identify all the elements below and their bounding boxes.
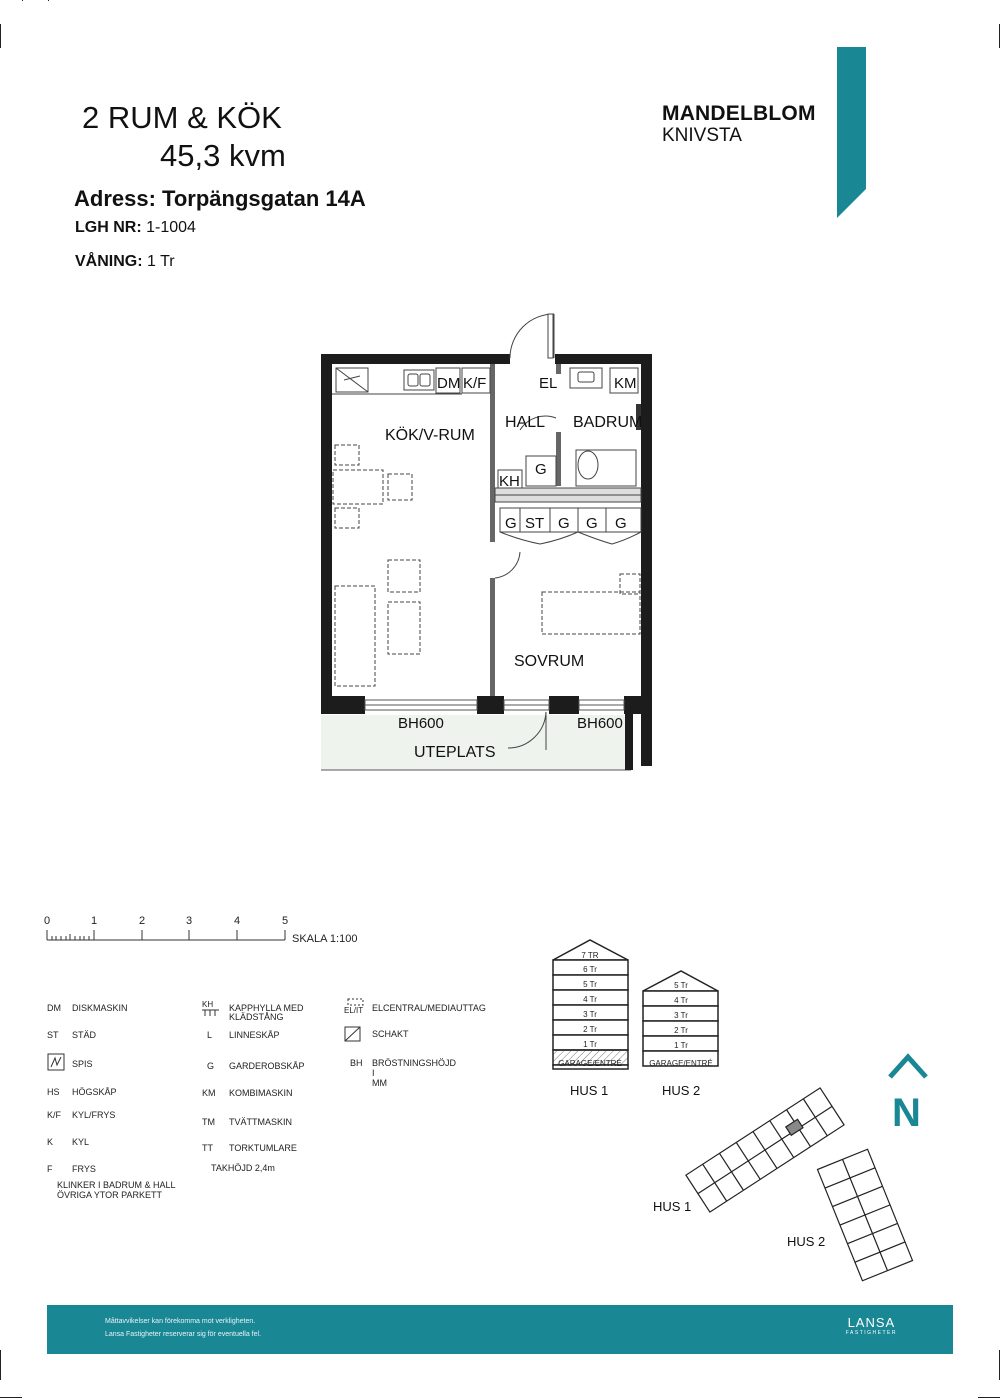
legend-code: KM [202,1088,216,1098]
logo-subtext: FASTIGHETER [845,1330,897,1336]
legend-code: K [47,1137,54,1147]
electrical-panel-icon [347,998,365,1006]
floor-plan [315,305,660,780]
kh-label: KH [499,473,520,490]
scale-bar [40,910,380,946]
hus1-floor: 4 Tr [583,995,597,1004]
hus1-floor: 7 TR [581,951,599,960]
scale-label: SKALA 1:100 [292,933,358,945]
hus2-elevation-label: HUS 2 [662,1083,701,1098]
legend-text: KLÄDSTÅNG [229,1012,284,1022]
scale-tick: 1 [91,915,98,927]
address: Adress: Torpängsgatan 14A [74,186,366,211]
logo-text: LANSA [847,1315,896,1330]
hus1-elevation-label: HUS 1 [570,1083,609,1098]
room-terrace-label: UTEPLATS [414,744,496,761]
brand-name: MANDELBLOM [662,102,816,125]
kf-label: K/F [463,375,487,392]
hus2-floor: GARAGE/ENTRÉ [649,1059,713,1068]
legend-column-1 [47,1003,197,1213]
wardrobe-g-label: G [558,515,570,532]
legend-text: BRÖSTNINGSHÖJD [372,1058,457,1068]
legend-text: STÄD [72,1030,97,1040]
legend-text: ELCENTRAL/MEDIAUTTAG [372,1003,486,1013]
legend-code: K/F [47,1110,62,1120]
hus2-site-label: HUS 2 [787,1234,826,1249]
apartment-value: 1-1004 [146,219,196,236]
legend-text: TORKTUMLARE [229,1143,297,1153]
apartment-label: LGH NR: [75,219,142,236]
legend-text: HÖGSKÅP [72,1087,117,1097]
legend-column-3 [344,998,514,1088]
crop-mark [0,1350,1,1380]
km-label: KM [614,375,637,392]
footer-bar [47,1305,953,1354]
legend-text: FRYS [72,1164,96,1174]
footer-disclaimer-2: Lansa Fastigheter reserverar sig för eventuella fel. [105,1331,262,1338]
room-kitchen-label: KÖK/V-RUM [385,427,475,444]
floor-value: 1 Tr [147,253,175,270]
hus2-floor: 2 Tr [674,1026,688,1035]
hus1-site-label: HUS 1 [653,1199,692,1214]
coat-rack-icon: KH [202,1000,214,1009]
crop-mark [978,1397,1000,1398]
site-plan [680,1070,950,1285]
legend-code: TM [202,1117,215,1127]
legend-text: SCHAKT [372,1029,409,1039]
stove-icon [47,1053,65,1071]
legend-text: I MM [372,1068,387,1088]
legend-text: GARDEROBSKÅP [229,1061,305,1071]
legend-text: KAPPHYLLA MED [229,1003,304,1013]
scale-tick: 4 [234,915,241,927]
shaft-icon [344,1026,362,1042]
scale-tick: 5 [282,915,289,927]
legend-code: BH [350,1058,363,1068]
lansa-logo [846,1315,897,1336]
hus2-floor: 1 Tr [674,1041,688,1050]
legend-column-2 [202,1000,352,1180]
hus2-floor: 3 Tr [674,1011,688,1020]
area-title: 45,3 kvm [160,138,286,173]
legend-note: ÖVRIGA YTOR PARKETT [57,1190,163,1200]
building-elevations [545,935,735,1075]
hanger-icon [202,1009,220,1017]
legend-code: DM [47,1003,61,1013]
floor-info [75,253,175,271]
brand-accent-bar [837,47,867,219]
legend-text: LINNESKÅP [229,1030,280,1040]
scale-tick: 3 [186,915,193,927]
hus1-floor: 2 Tr [583,1025,597,1034]
legend-code: L [207,1030,213,1040]
bh600-label: BH600 [577,715,623,732]
scale-tick: 0 [44,915,51,927]
g-label: G [535,461,547,478]
floor-label: VÅNING: [75,253,143,270]
hus1-floor-highlighted: 1 Tr [583,1040,597,1049]
legend-text: KYL [72,1137,90,1147]
scale-tick: 2 [139,915,146,927]
legend-text: TVÄTTMASKIN [229,1117,293,1127]
hus1-floor: GARAGE/ENTRÉ [558,1059,622,1068]
crop-mark [0,1397,22,1398]
rooms-title: 2 RUM & KÖK [82,100,282,135]
legend-note: KLINKER I BADRUM & HALL [57,1180,176,1190]
room-bath-label: BADRUM [573,414,643,431]
hus2-floor: 5 Tr [674,981,688,990]
legend-text: KOMBIMASKIN [229,1088,293,1098]
north-label: N [892,1091,921,1132]
legend-code: EL/IT [344,1006,364,1015]
hus1-floor: 6 Tr [583,965,597,974]
room-hall-label: HALL [505,414,546,431]
legend-code: F [47,1164,53,1174]
legend-code: ST [47,1030,59,1040]
legend-code: G [207,1061,215,1071]
legend-code: HS [47,1087,60,1097]
apartment-number [75,219,196,237]
el-label: EL [539,375,558,392]
crop-mark [0,24,1,48]
hus2-floor: 4 Tr [674,996,688,1005]
crop-mark [48,0,49,1]
ceiling-height: TAKHÖJD 2,4m [211,1163,275,1173]
brand-place: KNIVSTA [662,125,742,146]
legend-code: TT [202,1143,213,1153]
crop-mark [22,0,23,1]
wardrobe-g-label: G [505,515,517,532]
wardrobe-st-label: ST [525,515,545,532]
wardrobe-g-label: G [615,515,627,532]
dm-label: DM [437,375,461,392]
hus1-floor: 3 Tr [583,1010,597,1019]
legend-text: SPIS [72,1059,93,1069]
bh600-label: BH600 [398,715,444,732]
hus1-floor: 5 Tr [583,980,597,989]
room-bedroom-label: SOVRUM [514,653,585,670]
footer-disclaimer-1: Måttavvikelser kan förekomma mot verkligheten. [105,1318,256,1325]
legend-text: KYL/FRYS [72,1110,116,1120]
legend-text: DISKMASKIN [72,1003,128,1013]
wardrobe-g-label: G [586,515,598,532]
